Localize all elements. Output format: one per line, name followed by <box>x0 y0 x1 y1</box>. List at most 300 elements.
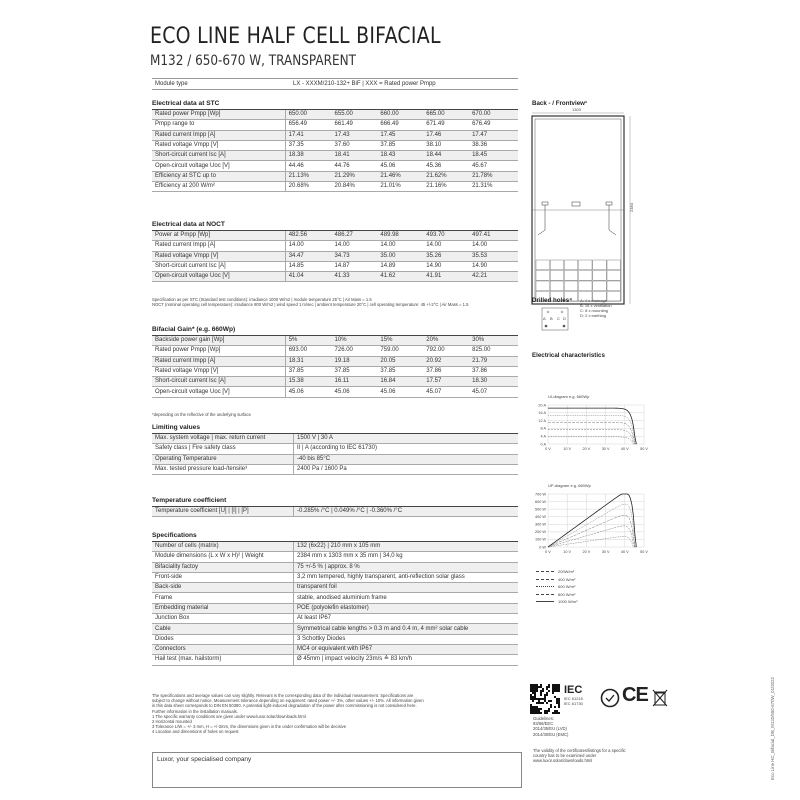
y-tick-label: 100 W <box>535 537 546 542</box>
cell-pad <box>515 182 518 192</box>
series-curve <box>548 437 636 444</box>
row-label: Max. tested pressure load-/tensile³ <box>152 464 294 474</box>
drilled-item: C: 8 x mounting <box>580 308 609 313</box>
cell-value: -0.285% /°C | 0.049% /°C | -0.360% /°C <box>294 507 519 517</box>
cell-pad <box>515 356 518 366</box>
row-label: Rated current Impp [A] <box>152 356 285 366</box>
cell-value: 21.16% <box>423 182 469 192</box>
cell-value: 17.47 <box>469 130 515 140</box>
cell-value: 21.79 <box>469 356 515 366</box>
table-row <box>152 562 518 572</box>
legend-label: 600 W/m² <box>558 584 576 589</box>
up-diagram <box>530 492 670 556</box>
cell-value: Ø 45mm | impact velocity 23m/s ≙ 83 km/h <box>294 655 519 665</box>
cell-value: 34.47 <box>285 251 331 261</box>
cell-value: 14.00 <box>469 241 515 251</box>
row-label: Junction Box <box>152 614 294 624</box>
ui-diagram-label: UI-diagram e.g. 660Wp <box>548 394 590 399</box>
bifacial-table <box>152 336 518 398</box>
cell-value: stable, anodised aluminium frame <box>294 593 519 603</box>
cell-value: 44.76 <box>332 161 378 171</box>
table-row <box>152 655 518 665</box>
table-row <box>152 261 518 271</box>
cell-value: 41.33 <box>332 272 378 282</box>
noct-note <box>152 297 520 307</box>
series-curve <box>548 515 636 547</box>
width-dimension: 1303 <box>572 107 581 112</box>
cell-pad <box>515 231 518 241</box>
cell-value: At least IP67 <box>294 614 519 624</box>
cell-value: 35.00 <box>377 251 423 261</box>
cell-value: 35.26 <box>423 251 469 261</box>
cell-value: 482.56 <box>285 231 331 241</box>
drilled-letter: C <box>557 316 560 321</box>
cell-value: 16.11 <box>332 377 378 387</box>
table-row <box>152 251 518 261</box>
table-row <box>152 434 518 444</box>
guideline-line: 2014/35/EU (LVD) <box>533 726 567 732</box>
table-row <box>152 603 518 613</box>
table-row <box>152 377 518 387</box>
limiting-table <box>152 434 518 475</box>
cell-value: 486.27 <box>332 231 378 241</box>
weee-bin-icon <box>652 689 668 707</box>
cell-value: 792.00 <box>423 346 469 356</box>
cell-value: 3 Schottky Diodes <box>294 634 519 644</box>
cell-value: 45.07 <box>469 387 515 397</box>
cell-pad <box>515 171 518 181</box>
cell-pad <box>515 261 518 271</box>
cell-value: POE (polyolefin elastomer) <box>294 603 519 613</box>
row-label: Short-circuit current Isc [A] <box>152 261 285 271</box>
cell-value: 19.18 <box>332 356 378 366</box>
row-label: Max. system voltage | max. return current <box>152 434 294 444</box>
row-label: Rated current Impp [A] <box>152 130 285 140</box>
cell-value: 656.49 <box>285 120 331 130</box>
cell-value: 20.84% <box>332 182 378 192</box>
legend-entry <box>536 592 578 597</box>
cell-value: 665.00 <box>423 110 469 120</box>
table-row <box>152 231 518 241</box>
cell-value: 17.41 <box>285 130 331 140</box>
row-label: Connectors <box>152 644 294 654</box>
guidelines <box>533 716 568 737</box>
module-drawing <box>528 110 638 310</box>
cell-value: transparent foil <box>294 583 519 593</box>
footer-slogan: Luxor, your specialised company <box>157 756 252 763</box>
cell-value: 20.68% <box>285 182 331 192</box>
cell-value: 45.06 <box>332 387 378 397</box>
bifacial-note: *depending on the reflective of the underlying surface <box>152 412 251 417</box>
y-tick-label: 12 A <box>538 418 546 423</box>
table-row <box>152 552 518 562</box>
row-label: Pmpp range to <box>152 120 285 130</box>
guideline-line: 93/68/EEC <box>533 721 554 727</box>
x-tick-label: 30 V <box>601 550 610 554</box>
cell-value: 45.07 <box>423 387 469 397</box>
drilled-letter: D <box>563 316 566 321</box>
cell-value: 17.45 <box>377 130 423 140</box>
disclaimer-line: subject to change without notice. Measurement tolerance depending on equipment: rated power +/- 3%, other values +/- 10%. All information given <box>152 698 424 704</box>
legend-swatch <box>536 586 554 587</box>
cell-value: 21.13% <box>285 171 331 181</box>
series-curve <box>548 422 636 444</box>
table-row <box>152 366 518 376</box>
cell-value: 655.00 <box>332 110 378 120</box>
cell-value: 726.00 <box>332 346 378 356</box>
validity-line: The validity of the certificates/listings for a specific <box>533 748 626 753</box>
disclaimer-line: The specifications and average values can vary slightly. Relevant is the corresponding data of the individual measurement. Specifications are <box>152 693 414 698</box>
cell-value: 676.49 <box>469 120 515 130</box>
table-row <box>152 182 518 192</box>
noct-conditions-note: NOCT (nominal operating cell temperature): irradiance 800 W/m2 | wind speed 1 m/sec | ambient temperature 20°C | cell operating temperature: 45 +/-2°C | Air Mass = 1.5 <box>152 302 469 308</box>
cell-value: 18.44 <box>423 151 469 161</box>
table-row <box>152 140 518 150</box>
cell-pad <box>515 336 518 346</box>
cell-value: 493.70 <box>423 231 469 241</box>
table-row <box>152 583 518 593</box>
cell-value: 42.21 <box>469 272 515 282</box>
cell-pad <box>515 366 518 376</box>
row-label: Backside power gain [Wp] <box>152 336 285 346</box>
disclaimer-line: 3 Tolerance L/W = +/- 3 mm, H = +/-2mm, the dimensions given in the under confirmation will be decisive <box>152 724 347 730</box>
drilled-item: B: 16 x ventilation <box>580 303 612 308</box>
legend-label: 1000 W/m² <box>558 599 578 604</box>
row-label: Safety class | Fire safety class <box>152 444 294 454</box>
page-subtitle: M132 / 650-670 W, TRANSPARENT <box>150 53 356 69</box>
bifacial-heading: Bifacial Gain* (e.g. 660Wp) <box>152 326 236 333</box>
y-tick-label: 300 W <box>535 522 546 527</box>
table-row <box>152 387 518 397</box>
row-label: Open-circuit voltage Uoc [V] <box>152 387 285 397</box>
row-label: Embedding material <box>152 603 294 613</box>
cell-value: 14.90 <box>469 261 515 271</box>
cell-value: 21.01% <box>377 182 423 192</box>
cell-value: 21.29% <box>332 171 378 181</box>
cell-value: 1500 V | 30 A <box>294 434 519 444</box>
series-curve <box>548 504 636 547</box>
table-row <box>152 130 518 140</box>
table-row <box>152 464 518 474</box>
disclaimer-line: in this data sheet corresponds to DIN EN 50380. A potential light-induced degradation of the power after commissioning is not considered here. <box>152 703 417 709</box>
noct-heading: Electrical data at NOCT <box>152 221 225 228</box>
footer-box <box>152 752 522 788</box>
cell-value: 41.04 <box>285 272 331 282</box>
cell-value: MC4 or equivalent with IP67 <box>294 644 519 654</box>
row-label: Bifaciality factoy <box>152 562 294 572</box>
cell-pad <box>515 346 518 356</box>
cell-value: 37.85 <box>377 140 423 150</box>
cell-value: 18.30 <box>469 377 515 387</box>
table-row <box>152 624 518 634</box>
table-row <box>152 444 518 454</box>
x-tick-label: 30 V <box>601 447 610 451</box>
qr-code-icon <box>530 684 560 714</box>
module-type-label: Module type <box>155 81 188 87</box>
x-tick-label: 0 V <box>545 550 551 554</box>
table-row <box>152 356 518 366</box>
legend-entry <box>536 599 578 604</box>
row-label: Efficiency at STC up to <box>152 171 285 181</box>
drilled-holes-list <box>580 298 612 318</box>
cell-value: 15% <box>377 336 423 346</box>
table-row <box>152 171 518 181</box>
stc-heading: Electrical data at STC <box>152 100 220 107</box>
cell-value: 37.60 <box>332 140 378 150</box>
cell-value: 2400 Pa / 1600 Pa <box>294 464 519 474</box>
x-tick-label: 50 V <box>640 550 648 554</box>
cell-value: 17.46 <box>423 130 469 140</box>
ui-diagram <box>530 403 670 453</box>
table-row <box>152 336 518 346</box>
drilled-letter: B <box>550 316 553 321</box>
cell-value: 75 +/-5 % | approx. 8 % <box>294 562 519 572</box>
cell-value: II | A (according to IEC 61730) <box>294 444 519 454</box>
iec-standard: IEC 61730 <box>564 701 583 706</box>
x-tick-label: 40 V <box>620 447 629 451</box>
cell-value: 14.00 <box>332 241 378 251</box>
stc-table <box>152 110 518 192</box>
cell-value: 14.89 <box>377 261 423 271</box>
row-label: Open-circuit voltage Uoc [V] <box>152 272 285 282</box>
disclaimer <box>152 693 520 735</box>
cell-pad <box>515 120 518 130</box>
row-label: Rated voltage Vmpp [V] <box>152 366 285 376</box>
drilled-holes-title: Drilled holes⁴ <box>532 297 573 304</box>
cell-value: 14.00 <box>377 241 423 251</box>
x-tick-label: 40 V <box>620 550 629 554</box>
cell-value: 18.38 <box>285 151 331 161</box>
row-label: Rated current Impp [A] <box>152 241 285 251</box>
guideline-line: 2014/30/EU (EMC) <box>533 731 569 737</box>
table-row <box>152 542 518 552</box>
y-tick-label: 600 W <box>535 499 546 504</box>
cell-value: 44.46 <box>285 161 331 171</box>
table-row <box>152 151 518 161</box>
legend-label: 200W/m² <box>558 569 575 574</box>
y-tick-label: 200 W <box>535 530 546 535</box>
x-tick-label: 50 V <box>640 447 648 451</box>
x-tick-label: 20 V <box>582 550 591 554</box>
cell-value: 489.98 <box>377 231 423 241</box>
cell-value: 666.49 <box>377 120 423 130</box>
validity-line: www.luxor.solar/downloads.html <box>533 758 593 764</box>
drilled-holes-sketch <box>540 306 570 332</box>
cell-value: 21.62% <box>423 171 469 181</box>
cell-value: 38.10 <box>423 140 469 150</box>
cell-value: 37.86 <box>423 366 469 376</box>
cell-pad <box>515 251 518 261</box>
cell-value: 132 (6x22) | 210 mm x 105 mm <box>294 542 519 552</box>
iec-logo-text: IEC <box>564 684 583 696</box>
cell-value: 18.41 <box>332 151 378 161</box>
legend-entry <box>536 577 578 582</box>
ce-mark: CE <box>622 684 648 706</box>
table-row <box>152 110 518 120</box>
cell-value: 660.00 <box>377 110 423 120</box>
cell-value: 3,2 mm tempered, highly transparent, anti-reflection solar glass <box>294 572 519 582</box>
y-tick-label: 20 A <box>538 403 546 408</box>
cell-value: 14.00 <box>285 241 331 251</box>
disclaimer-line: 2 Horizontal mounted <box>152 719 192 725</box>
cell-value: 14.85 <box>285 261 331 271</box>
drilled-item: D: 2 x earthing <box>580 313 607 318</box>
legend-label: 800 W/m² <box>558 591 576 597</box>
table-row <box>152 120 518 130</box>
y-tick-label: 16 A <box>538 411 546 416</box>
cell-value: 41.91 <box>423 272 469 282</box>
cell-value: 21.78% <box>469 171 515 181</box>
row-label: Rated voltage Vmpp [V] <box>152 140 285 150</box>
disclaimer-line: 1 The specific warranty conditions are given under www.luxor.solar/downloads.html <box>152 713 306 719</box>
row-label: Operating Temperature <box>152 454 294 464</box>
series-curve <box>548 408 636 444</box>
table-row <box>152 454 518 464</box>
y-tick-label: 400 W <box>535 515 546 520</box>
cell-pad <box>515 161 518 171</box>
drilled-letter: A <box>543 316 546 321</box>
cell-value: 759.00 <box>377 346 423 356</box>
row-label: Power at Pmpp [Wp] <box>152 231 285 241</box>
document-code: Eco Line HC_Bifacial_DB_M132/650-670W_01/2022 <box>770 677 775 780</box>
cell-value: 5% <box>285 336 331 346</box>
cell-value: 693.00 <box>285 346 331 356</box>
cell-value: 45.36 <box>423 161 469 171</box>
disclaimer-line: 4 Location and dimensions of holes on request <box>152 729 239 735</box>
table-row <box>152 507 518 517</box>
certification-circle-icon <box>600 688 620 708</box>
cell-value: 20.92 <box>423 356 469 366</box>
cell-value: Symmetrical cable lengths > 0.3 m and 0.4 m, 4 mm² solar cable <box>294 624 519 634</box>
y-tick-label: 8 A <box>540 426 546 431</box>
cell-value: 45.06 <box>377 161 423 171</box>
legend-entry <box>536 569 578 574</box>
row-label: Short-circuit current Isc [A] <box>152 377 285 387</box>
cell-value: 37.85 <box>377 366 423 376</box>
temperature-table <box>152 507 518 517</box>
cell-value: -40 bis 85°C <box>294 454 519 464</box>
cell-value: 17.43 <box>332 130 378 140</box>
cell-value: 2384 mm x 1303 mm x 35 mm | 34,0 kg <box>294 552 519 562</box>
disclaimer-line: Further information in the installation manuals. <box>152 708 238 714</box>
legend-swatch <box>536 571 554 572</box>
electrical-characteristics-title: Electrical characteristics <box>532 352 605 359</box>
iec-logo <box>564 684 596 714</box>
cell-value: 20% <box>423 336 469 346</box>
cell-value: 497.41 <box>469 231 515 241</box>
table-row <box>152 572 518 582</box>
up-diagram-label: UP-diagram e.g. 660Wp <box>548 483 591 488</box>
cell-value: 10% <box>332 336 378 346</box>
row-label: Frame <box>152 593 294 603</box>
back-front-title: Back - / Frontview¹ <box>532 100 588 107</box>
x-tick-label: 0 V <box>545 447 551 451</box>
cell-value: 41.62 <box>377 272 423 282</box>
table-row <box>152 241 518 251</box>
row-label: Efficiency at 200 W/m² <box>152 182 285 192</box>
cell-pad <box>515 241 518 251</box>
module-type-value: LX - XXXM/210-132+ BiF | XXX = Rated power Pmpp <box>293 81 436 87</box>
x-tick-label: 10 V <box>563 550 572 554</box>
cell-value: 661.49 <box>332 120 378 130</box>
table-row <box>152 644 518 654</box>
iec-standard: IEC 61215 <box>564 696 583 701</box>
table-row <box>152 593 518 603</box>
cell-pad <box>515 130 518 140</box>
cell-value: 650.00 <box>285 110 331 120</box>
cell-value: 17.57 <box>423 377 469 387</box>
cell-value: 35.53 <box>469 251 515 261</box>
cell-value: 37.85 <box>285 366 331 376</box>
cell-value: 14.87 <box>332 261 378 271</box>
module-type-row <box>152 78 518 90</box>
legend-label: 400 W/m² <box>558 576 576 582</box>
legend-swatch <box>536 579 554 580</box>
cell-value: 38.36 <box>469 140 515 150</box>
stc-conditions-note: Specification as per STC (Standard test conditions): irradiance 1000 W/m2 | module temperature 25°C | Air Mass = 1.5 <box>152 297 372 302</box>
cell-value: 21.46% <box>377 171 423 181</box>
legend-swatch <box>536 601 554 602</box>
row-label: Rated voltage Vmpp [V] <box>152 251 285 261</box>
cell-value: 37.85 <box>332 366 378 376</box>
table-row <box>152 346 518 356</box>
cell-value: 37.86 <box>469 366 515 376</box>
specs-table <box>152 542 518 666</box>
specs-heading: Specifications <box>152 532 197 539</box>
cell-pad <box>515 140 518 150</box>
row-label: Cable <box>152 624 294 634</box>
y-tick-label: 0 A <box>540 442 546 447</box>
guideline-line: Guidelines: <box>533 716 554 721</box>
legend-swatch <box>536 594 554 595</box>
cell-pad <box>515 387 518 397</box>
row-label: Number of cells (matrix) <box>152 542 294 552</box>
cell-value: 21.31% <box>469 182 515 192</box>
temperature-heading: Temperature coefficient <box>152 497 227 504</box>
page-title: ECO LINE HALF CELL BIFACIAL <box>150 24 441 49</box>
certificate-validity-note <box>533 748 626 764</box>
series-curve <box>548 494 636 547</box>
y-tick-label: 4 A <box>540 434 546 439</box>
cell-value: 671.49 <box>423 120 469 130</box>
cell-value: 18.31 <box>285 356 331 366</box>
table-row <box>152 614 518 624</box>
row-label: Back-side <box>152 583 294 593</box>
validity-line: country has to be examined under <box>533 753 597 759</box>
drilled-item: A: 4 x drainage <box>580 298 607 303</box>
cell-value: 34.73 <box>332 251 378 261</box>
height-dimension: 2384 <box>628 203 634 212</box>
cell-pad <box>515 110 518 120</box>
cell-value: 16.84 <box>377 377 423 387</box>
cell-value: 45.06 <box>285 387 331 397</box>
legend-entry <box>536 584 578 589</box>
cell-value: 45.06 <box>377 387 423 397</box>
cell-value: 30% <box>469 336 515 346</box>
row-label: Diodes <box>152 634 294 644</box>
cell-value: 825.00 <box>469 346 515 356</box>
row-label: Rated power Pmpp [Wp] <box>152 110 285 120</box>
row-label: Temperature coefficient [U] | [I] | [P] <box>152 507 294 517</box>
cell-value: 14.90 <box>423 261 469 271</box>
row-label: Front-side <box>152 572 294 582</box>
x-tick-label: 10 V <box>563 447 572 451</box>
limiting-heading: Limiting values <box>152 424 200 431</box>
row-label: Module dimensions (L x W x H)² | Weight <box>152 552 294 562</box>
cell-value: 15.38 <box>285 377 331 387</box>
noct-table <box>152 231 518 282</box>
irradiance-legend <box>536 569 578 607</box>
